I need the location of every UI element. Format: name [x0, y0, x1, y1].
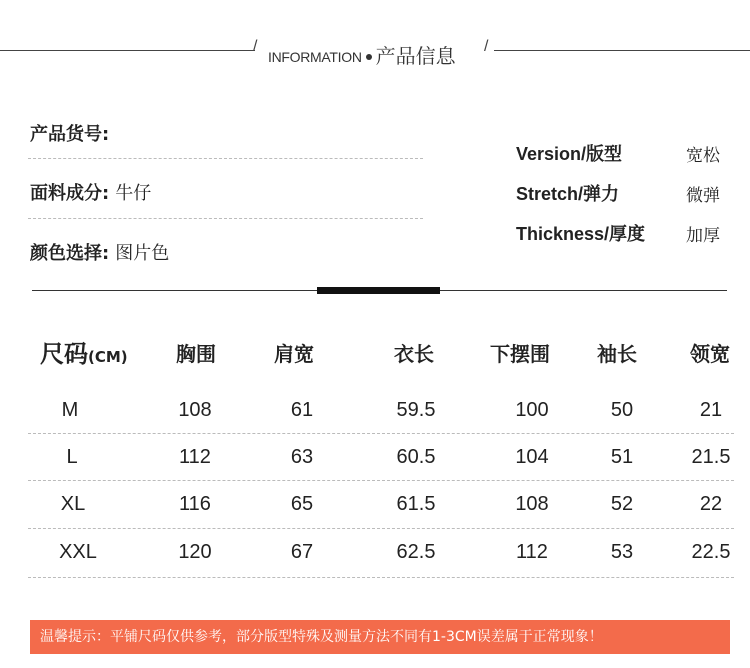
table-cell: 61.5: [396, 493, 436, 515]
column-header-collar: 领宽: [690, 342, 730, 366]
table-cell: 100: [515, 399, 549, 421]
table-cell-size: L: [66, 446, 78, 468]
column-header-shoulder: 肩宽: [274, 342, 314, 366]
fabric-row: [30, 179, 151, 205]
spec-version-label: Version/版型: [516, 144, 623, 164]
section-title-cn: 产品信息: [375, 46, 456, 68]
table-cell-size: M: [61, 399, 79, 421]
table-cell: 59.5: [396, 399, 436, 421]
table-cell: 120: [178, 541, 212, 563]
spec-stretch-value: 微弹: [686, 186, 720, 206]
column-header-sleeve: 袖长: [597, 342, 637, 366]
table-cell: 60.5: [396, 446, 436, 468]
table-cell: 65: [290, 493, 314, 515]
size-header-unit: (CM): [88, 348, 128, 366]
table-cell: 104: [515, 446, 549, 468]
spec-version-value: 宽松: [686, 146, 720, 166]
table-cell: 67: [290, 541, 314, 563]
bullet-dot-icon: [366, 54, 372, 60]
size-column-header: [40, 334, 128, 369]
item-number-row: [30, 120, 115, 146]
spec-thickness-value: 加厚: [686, 226, 720, 246]
header-rule-left: [0, 50, 255, 51]
item-number-label: 产品货号:: [30, 124, 110, 145]
table-cell: 22.5: [691, 541, 731, 563]
table-cell: 21.5: [691, 446, 731, 468]
table-cell: 116: [179, 493, 211, 515]
row-divider: [28, 480, 734, 481]
row-divider: [28, 577, 734, 578]
column-header-hem: 下摆围: [490, 342, 550, 366]
color-row: [30, 239, 169, 265]
divider-dashed: [28, 218, 423, 219]
column-header-length: 衣长: [394, 342, 434, 366]
section-divider-accent: [317, 287, 440, 294]
table-cell: 52: [610, 493, 634, 515]
table-cell: 22: [699, 493, 723, 515]
row-divider: [28, 528, 734, 529]
table-cell: 108: [178, 399, 212, 421]
header-slash-left: /: [253, 38, 258, 55]
color-value: 图片色: [115, 243, 170, 264]
table-cell: 112: [179, 446, 211, 468]
spec-thickness-label: Thickness/厚度: [516, 224, 646, 244]
size-header-label: 尺码: [40, 340, 88, 368]
spec-stretch-label: Stretch/弹力: [516, 184, 620, 204]
section-title-en: INFORMATION: [268, 49, 362, 65]
fabric-label: 面料成分:: [30, 183, 110, 204]
table-cell: 63: [290, 446, 314, 468]
table-cell: 108: [515, 493, 549, 515]
table-cell: 51: [610, 446, 634, 468]
section-title: [268, 40, 456, 69]
divider-dashed: [28, 158, 423, 159]
row-divider: [28, 433, 734, 434]
table-cell: 50: [610, 399, 634, 421]
table-cell: 62.5: [396, 541, 436, 563]
fabric-value: 牛仔: [115, 183, 152, 204]
table-cell: 53: [610, 541, 634, 563]
table-cell-size: XXL: [59, 541, 97, 563]
color-label: 颜色选择:: [30, 243, 110, 264]
header-slash-right: /: [484, 38, 489, 55]
notice-banner: 温馨提示：平铺尺码仅供参考，部分版型特殊及测量方法不同有1-3CM误差属于正常现象！: [30, 620, 730, 654]
table-cell: 112: [516, 541, 548, 563]
header-rule-right: [494, 50, 750, 51]
table-cell: 21: [699, 399, 723, 421]
table-cell-size: XL: [60, 493, 86, 515]
column-header-chest: 胸围: [176, 342, 216, 366]
table-cell: 61: [290, 399, 314, 421]
